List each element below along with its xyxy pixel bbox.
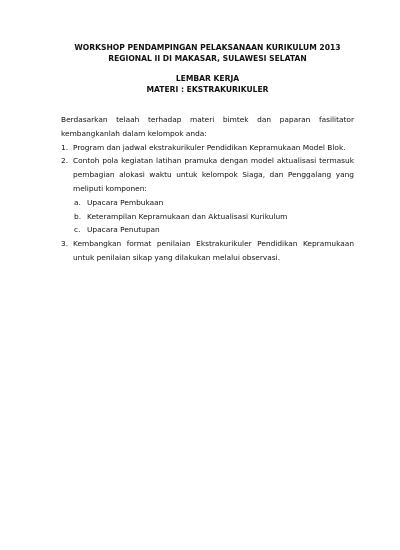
- document-body: [61, 113, 354, 265]
- sublist-item-letter: b.: [74, 211, 82, 221]
- header-title-line2: REGIONAL II DI MAKASAR, SULAWESI SELATAN: [108, 53, 307, 63]
- list-item-text: Contoh pola kegiatan latihan pramuka dengan model aktualisasi termasuk pembagian alokasi waktu untuk kelompok Siaga, dan Penggalang yang meliputi komponen:: [73, 156, 354, 193]
- list-item: [61, 154, 354, 237]
- task-list: [61, 141, 354, 265]
- sublist-item: [73, 210, 354, 224]
- component-sublist: [73, 196, 354, 237]
- sublist-item-text: Upacara Penutupan: [87, 225, 160, 235]
- list-item-number: 3.: [61, 239, 69, 249]
- document-subheader: [61, 74, 354, 95]
- list-item-number: 1.: [61, 142, 69, 152]
- list-item-text: Program dan jadwal ekstrakurikuler Pendidikan Kepramukaan Model Blok.: [73, 142, 346, 152]
- list-item: [61, 237, 354, 265]
- sublist-item: [73, 223, 354, 237]
- sublist-item: [73, 196, 354, 210]
- header-worksheet-label: LEMBAR KERJA: [175, 74, 240, 83]
- intro-paragraph: Berdasarkan telaah terhadap materi bimtek dan paparan fasilitator kembangkanlah dalam kelompok anda:: [61, 115, 354, 138]
- list-item-text: Kembangkan format penilaian Ekstrakurikuler Pendidikan Kepramukaan untuk penilaian sikap yang dilakukan melalui observasi.: [73, 239, 354, 262]
- sublist-item-text: Upacara Pembukaan: [87, 197, 164, 207]
- sublist-item-letter: a.: [74, 197, 81, 207]
- sublist-item-text: Keterampilan Kepramukaan dan Aktualisasi Kurikulum: [87, 211, 288, 221]
- document-header: [61, 43, 354, 95]
- header-title-line1: WORKSHOP PENDAMPINGAN PELAKSANAAN KURIKULUM 2013: [74, 43, 341, 52]
- list-item: [61, 141, 354, 155]
- list-item-number: 2.: [61, 156, 69, 166]
- header-material-label: MATERI : EKSTRAKURIKULER: [146, 84, 269, 94]
- sublist-item-letter: c.: [74, 225, 81, 235]
